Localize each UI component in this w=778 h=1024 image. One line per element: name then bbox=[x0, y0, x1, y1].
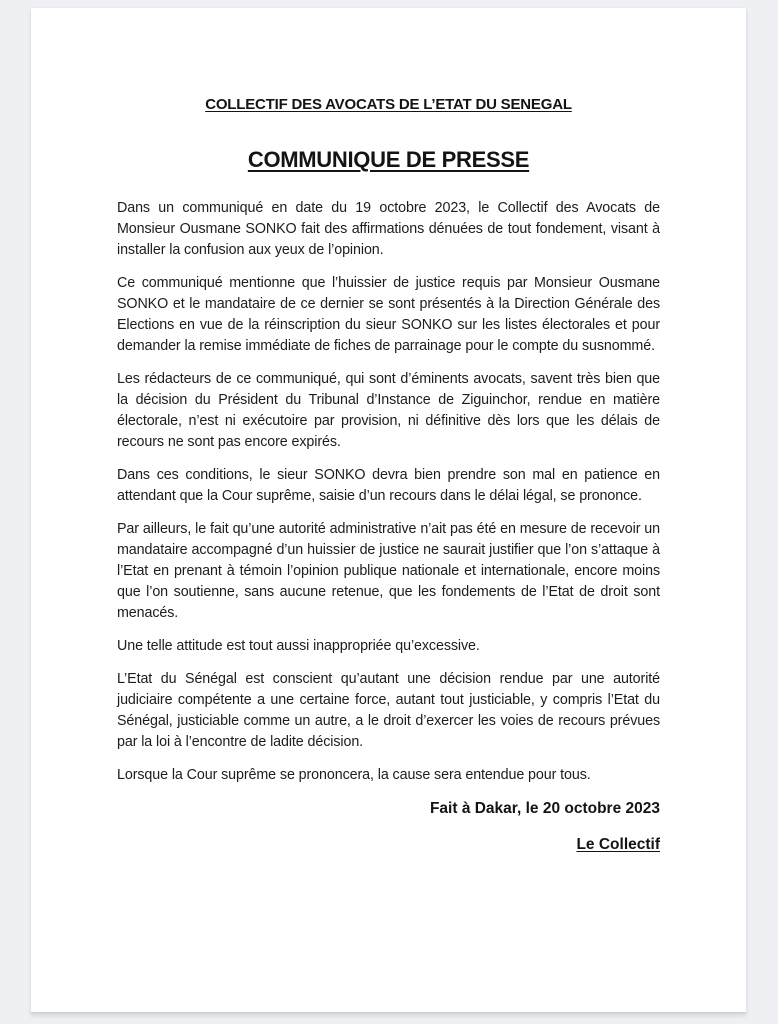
paragraph: Ce communiqué mentionne que l’huissier de justice requis par Monsieur Ousmane SONKO et le mandataire de ce dernier se sont présentés à la Direction Générale des Elections en vue de la réinscription du sieur SONKO sur les listes électorales et pour demander la remise immédiate de fiches de parrainage pour le compte du susnommé. bbox=[117, 275, 660, 354]
document-page bbox=[31, 8, 746, 1013]
paragraph: Les rédacteurs de ce communiqué, qui sont d’éminents avocats, savent très bien que la décision du Président du Tribunal d’Instance de Ziguinchor, rendue en matière électorale, n’est ni exécutoire par provision, ni définitive dès lors que les délais de recours ne sont pas encore expirés. bbox=[117, 371, 660, 450]
paragraph: Dans ces conditions, le sieur SONKO devra bien prendre son mal en patience en attendant que la Cour suprême, saisie d’un recours dans le délai légal, se prononce. bbox=[117, 467, 660, 504]
paragraph: L’Etat du Sénégal est conscient qu’autant une décision rendue par une autorité judiciaire compétente a une certaine force, autant tout justiciable, y compris l’Etat du Sénégal, justiciable comme un autre, a le droit d’exercer les voies de recours prévues par la loi à l’encontre de ladite décision. bbox=[117, 671, 660, 750]
signature: Le Collectif bbox=[576, 836, 660, 853]
paragraph: Lorsque la Cour suprême se prononcera, la cause sera entendue pour tous. bbox=[117, 767, 591, 783]
org-title: COLLECTIF DES AVOCATS DE L’ETAT DU SENEGAL bbox=[205, 96, 572, 113]
paragraph: Une telle attitude est tout aussi inappropriée qu’excessive. bbox=[117, 638, 480, 654]
paragraph: Dans un communiqué en date du 19 octobre 2023, le Collectif des Avocats de Monsieur Ousmane SONKO fait des affirmations dénuées de tout fondement, visant à installer la confusion aux yeux de l’opinion. bbox=[117, 200, 660, 258]
press-release-title: COMMUNIQUE DE PRESSE bbox=[247, 147, 530, 172]
dateline: Fait à Dakar, le 20 octobre 2023 bbox=[429, 800, 660, 817]
document-body bbox=[117, 198, 660, 786]
paragraph: Par ailleurs, le fait qu’une autorité administrative n’ait pas été en mesure de recevoir un mandataire accompagné d’un huissier de justice ne saurait justifier que l’on s’attaque à l’Etat en prenant à témoin l’opinion publique nationale et internationale, encore moins que l’on soutienne, sans aucune retenue, que les fondements de l’Etat de droit sont menacés. bbox=[117, 521, 660, 621]
